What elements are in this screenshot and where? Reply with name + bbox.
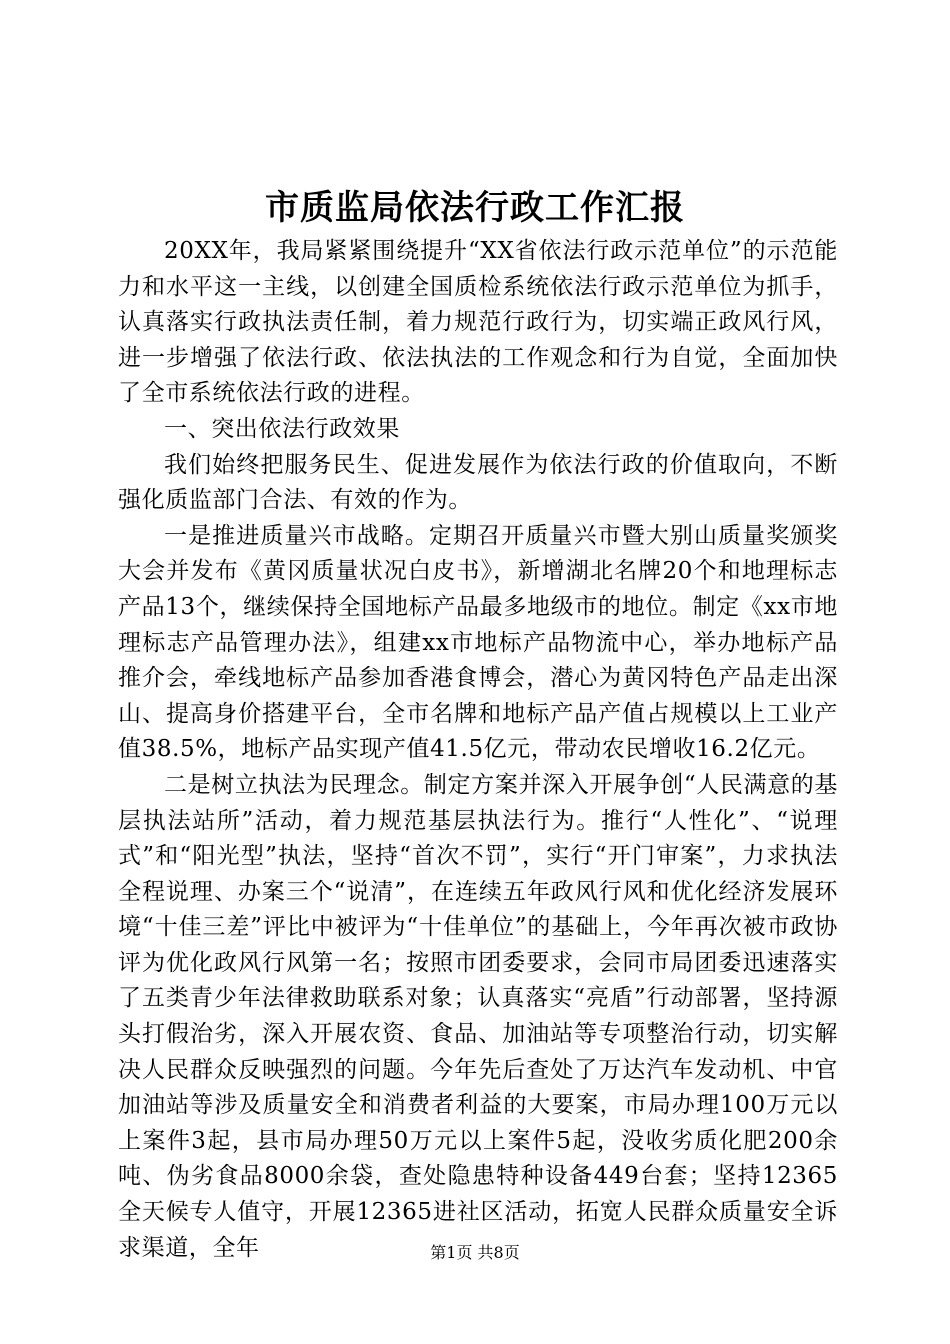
section-heading: 一、突出依法行政效果: [164, 415, 400, 442]
paragraph: 二是树立执法为民理念。制定方案并深入开展争创“人民满意的基层执法站所”活动，着力规范基层执法行为。推行“人性化”、“说理式”和“阳光型”执法，坚持“首次不罚”，实行“开门审案”，力求执法全程说理、办案三个“说清”，在连续五年政风行风和优化经济发展环境“十佳三差”评比中被评为“十佳单位”的基础上，今年再次被市政协评为优化政风行风第一名；按照市团委要求，会同市局团委迅速落实了五类青少年法律救助联系对象；认真落实“亮盾”行动部署，坚持源头打假治劣，深入开展农资、食品、加油站等专项整治行动，切实解决人民群众反映强烈的问题。今年先后查处了万达汽车发动机、中官加油站等涉及质量安全和消费者利益的大要案，市局办理100万元以上案件3起，县市局办理50万元以上案件5起，没收劣质化肥200余吨、伪劣食品8000余袋，查处隐患特种设备449台套；坚持12365全天候专人值守，开展12365进社区活动，拓宽人民群众质量安全诉求渠道，全年: [118, 771, 838, 1261]
document-title: 市质监局依法行政工作汇报: [265, 188, 685, 228]
paragraph-intro: 20XX年，我局紧紧围绕提升“XX省依法行政示范单位”的示范能力和水平这一主线，以创建全国质检系统依法行政示范单位为抓手，认真落实行政执法责任制，着力规范行政行为，切实端正政风行风，进一步增强了依法行政、依法执法的工作观念和行为自觉，全面加快了全市系统依法行政的进程。: [118, 238, 838, 407]
document-body: [118, 234, 838, 1266]
paragraph: 我们始终把服务民生、促进发展作为依法行政的价值取向，不断强化质监部门合法、有效的作为。: [118, 451, 838, 514]
paragraph: 一是推进质量兴市战略。定期召开质量兴市暨大别山质量奖颁奖大会并发布《黄冈质量状况白皮书》，新增湖北名牌20个和地理标志产品13个，继续保持全国地标产品最多地级市的地位。制定《xx市地理标志产品管理办法》，组建xx市地标产品物流中心，举办地标产品推介会，牵线地标产品参加香港食博会，潜心为黄冈特色产品走出深山、提高身价搭建平台，全市名牌和地标产品产值占规模以上工业产值38.5%，地标产品实现产值41.5亿元，带动农民增收16.2亿元。: [118, 522, 838, 763]
page-footer: 第1页 共8页: [430, 1243, 520, 1262]
